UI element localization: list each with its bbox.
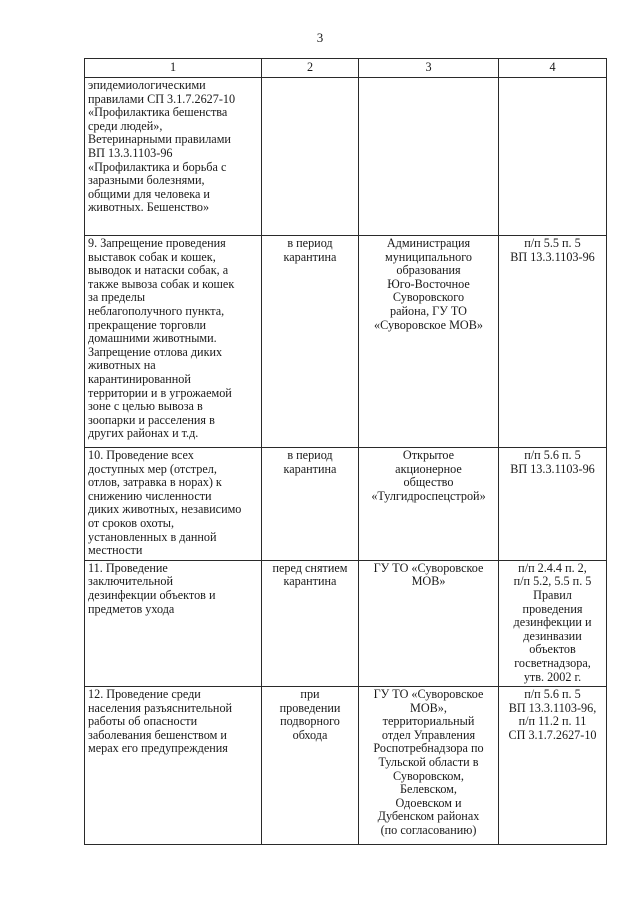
- page-number: 3: [316, 30, 324, 45]
- measure-text: 11. Проведение заключительной дезинфекции объектов и предметов ухода: [88, 560, 216, 616]
- term-text: в период карантина: [283, 448, 337, 476]
- measure-cell: [85, 560, 262, 686]
- measures-table: [84, 58, 607, 845]
- term-cell: [262, 236, 359, 448]
- basis-text: п/п 2.4.4 п. 2, п/п 5.2, 5.5 п. 5 Правил проведения дезинфекции и дезинвазии объектов госветнадзора, утв. 2002 г.: [513, 560, 592, 684]
- column-header-1: 1: [85, 59, 262, 78]
- responsible-cell: [359, 448, 499, 561]
- measure-cell: [85, 78, 262, 236]
- table-row: [85, 78, 607, 236]
- responsible-text: ГУ ТО «Суворовское МОВ», территориальный отдел Управления Роспотребнадзора по Тульской области в Суворовском, Белевском, Одоевском и Дубенском районах (по согласованию): [373, 687, 484, 838]
- basis-text: п/п 5.6 п. 5 ВП 13.3.1103-96: [510, 448, 595, 476]
- column-header-3: 3: [359, 59, 499, 78]
- term-text: при проведении подворного обхода: [279, 687, 341, 742]
- basis-text: п/п 5.5 п. 5 ВП 13.3.1103-96: [510, 236, 595, 264]
- term-cell: [262, 560, 359, 686]
- measure-text: эпидемиологическими правилами СП 3.1.7.2627-10 «Профилактика бешенства среди людей», Ветеринарными правилами ВП 13.3.1103-96 «Профилактика и борьба с заразными болезнями, общими для человека и животных. Бешенство»: [88, 78, 236, 215]
- table-row: [85, 560, 607, 686]
- responsible-cell: [359, 78, 499, 236]
- table-row: [85, 687, 607, 845]
- term-text: перед снятием карантина: [272, 560, 348, 589]
- basis-cell: [499, 448, 607, 561]
- responsible-text: Открытое акционерное общество «Тулгидроспецстрой»: [371, 448, 486, 503]
- column-header-4: 4: [499, 59, 607, 78]
- basis-cell: [499, 687, 607, 845]
- measure-cell: [85, 236, 262, 448]
- table-row: [85, 236, 607, 448]
- measure-cell: [85, 448, 262, 561]
- term-cell: [262, 687, 359, 845]
- responsible-text: Администрация муниципального образования Юго-Восточное Суворовского района, ГУ ТО «Суворовское МОВ»: [374, 236, 483, 332]
- responsible-cell: [359, 236, 499, 448]
- measure-text: 10. Проведение всех доступных мер (отстрел, отлов, затравка в норах) к снижению численности диких животных, независимо от сроков охоты, установленных в данной местности: [88, 448, 242, 558]
- basis-cell: [499, 560, 607, 686]
- table-row: [85, 448, 607, 561]
- basis-cell: [499, 236, 607, 448]
- responsible-cell: [359, 560, 499, 686]
- term-cell: [262, 78, 359, 236]
- term-cell: [262, 448, 359, 561]
- measure-text: 12. Проведение среди населения разъяснительной работы об опасности заболевания бешенством и мерах его предупреждения: [88, 687, 233, 756]
- responsible-cell: [359, 687, 499, 845]
- basis-cell: [499, 78, 607, 236]
- table-header-row: [85, 59, 607, 78]
- responsible-text: ГУ ТО «Суворовское МОВ»: [373, 560, 484, 589]
- measure-cell: [85, 687, 262, 845]
- basis-text: п/п 5.6 п. 5 ВП 13.3.1103-96, п/п 11.2 п. 11 СП 3.1.7.2627-10: [508, 687, 597, 742]
- measure-text: 9. Запрещение проведения выставок собак и кошек, выводок и натаски собак, а также вывоза собак и кошек за пределы неблагополучного пункта, прекращение торговли домашними животными. Запрещение отлова диких животных на карантинированной территории и в угрожаемой зоне с целью вывоза в зоопарки и расселения в других районах и т.д.: [88, 236, 235, 441]
- column-header-2: 2: [262, 59, 359, 78]
- term-text: в период карантина: [283, 236, 337, 264]
